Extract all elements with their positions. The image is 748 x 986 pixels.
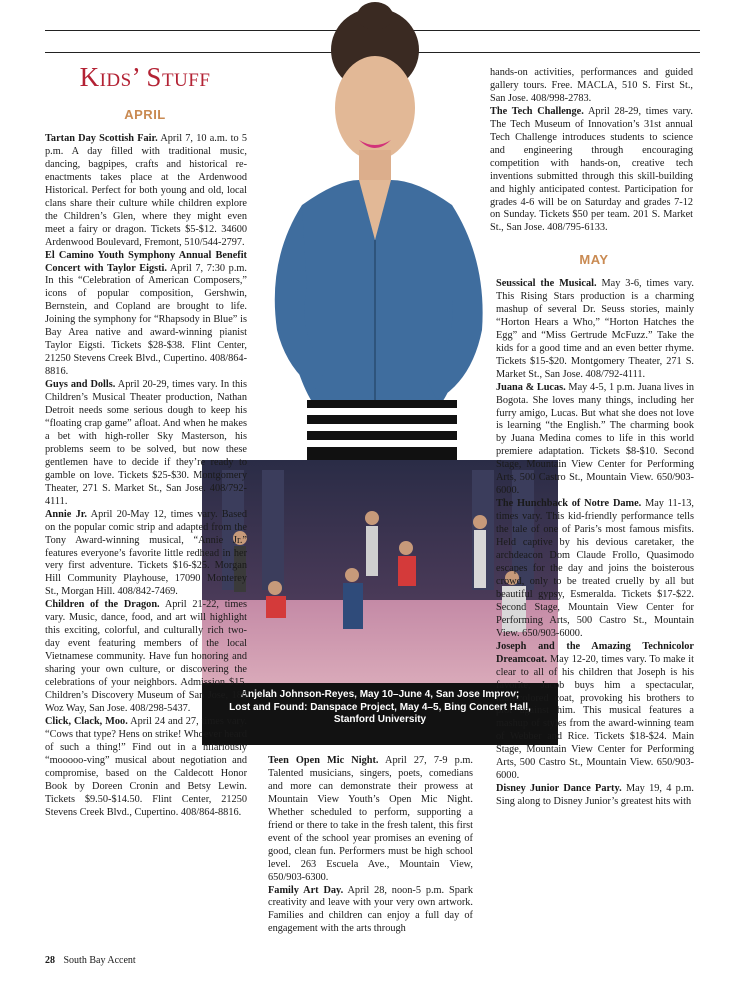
event-title: Guys and Dolls. [45, 379, 116, 391]
event-body: May 11-13, times vary. This kid-friendly performance tells the tale of one of Paris’s most famous misfits. Held captive by his devious caretaker, the archdeacon Dom Claude Frollo, Quasimodo escapes for the day and joins the boisterous crowd, only to be treated cruelly by all but beautiful gypsy, Esmeralda. Tickets $17-$22. Second Stage, Mountain View Center for Performing Arts, 500 Castro St., Mountain View. 650/903-6000. [496, 498, 694, 639]
event-entry [45, 250, 247, 380]
right-top-column [490, 67, 693, 235]
event-body: April 24 and 27, times vary. “Cows that type? Hens on strike! Whoever heard of such a thing!” Find out in a hilariously “mooooo-ving” musical about negotiation and compromise, based on the Caldecott Honor Book by Doreen Cronin and Betsy Lewin. Tickets $9.50-$14.50. Flint Center, 21250 Stevens Creek Blvd., Cupertino. 408/864-8816. [45, 715, 248, 818]
event-entry [496, 498, 694, 640]
event-body: April 7, 7:30 p.m. In this “Celebration of American Composers,” icons of popular composition, Gershwin, Bernstein, and Copland are brought to life. Joining the symphony for “Rhapsody in Blue” is Bay Area native and award-winning pianist Taylor Eigsti. Tickets $28-$38. Flint Center, 21250 Stevens Creek Blvd., Cupertino. 408/864-8816. [45, 262, 247, 378]
event-body: hands-on activities, performances and guided gallery tours. Free. MACLA, 510 S. First St., San Jose. 408/998-2783. [490, 67, 693, 104]
event-title: Juana & Lucas. [496, 381, 566, 393]
month-heading-april: APRIL [124, 107, 166, 122]
event-entry [496, 382, 694, 499]
caption-line-3: Stanford University [333, 714, 427, 725]
event-entry [45, 599, 247, 716]
event-entry [490, 106, 693, 236]
event-body: May 3-6, times vary. This Rising Stars production is a charming mashup of several Dr. Seuss stories, mainly “Horton Hears a Who,” “Horton Hatches the Egg” and “Miss Gertrude McFuzz.” Take the kids for a good time and an even better rhyme. Tickets $15-$20. Montgomery Theater, 271 S. Market St., San Jose. 408/792-4111. [496, 278, 694, 380]
event-title: Family Art Day. [268, 884, 344, 896]
event-body: April 7, 10 a.m. to 5 p.m. A day filled with traditional music, dancing, bagpipes, crafts and historical re-enactments takes place at the Ardenwood Historical. Perfect for both young and old, local clans share their culture while children explore the Children’s Glen, where they might even meet a fairy or dragon. Tickets $5-$12. 34600 Ardenwood Boulevard, Fremont, 510/544-2797. [45, 133, 247, 248]
event-entry [496, 783, 694, 809]
event-title: Tartan Day Scottish Fair. [45, 133, 158, 144]
event-entry [496, 278, 694, 382]
event-title: Annie Jr. [45, 508, 87, 520]
event-title: The Hunchback of Notre Dame. [496, 498, 642, 510]
event-body: April 28, noon-5 p.m. Spark creativity and leave with your very own artwork. Families and children can enjoy a full day of engagement with the arts through [268, 884, 474, 935]
event-title: Click, Clack, Moo. [45, 715, 128, 727]
hero-portrait-photo [247, 0, 497, 460]
page-title: Kids’ Stuff [79, 62, 211, 92]
event-body: May 4-5, 1 p.m. Juana lives in Bogota. She loves many things, including her furry amigo, Lucas. But what she does not love is learning “the English.” The charming book by Juana Medina comes to life in this world premiere adaptation. Tickets $8-$10. Second Stage, Mountain View Center for Performing Arts, 500 Castro St., Mountain View. 650/903-6000. [496, 381, 695, 497]
event-body: April 27, 7-9 p.m. Talented musicians, singers, poets, comedians and more can demonstrate their prowess at Mountain View Youth’s Open Mic Night. Whether scheduled to perform, supporting a friend or there to take in the fresh talent, this first event of the school year promises an evening of good, clean fun. Performers must be high school level. 263 Escuela Ave., Mountain View, 650/903-6300. [268, 755, 473, 883]
event-title: Disney Junior Dance Party. [496, 783, 622, 795]
event-entry [45, 133, 247, 250]
month-heading-may: MAY [579, 252, 609, 267]
striped-skirt [307, 400, 457, 460]
caption-line-2: Lost and Found: Danspace Project, May 4–5, Bing Concert Hall, [229, 701, 531, 713]
event-body: April 28-29, times vary. The Tech Museum of Innovation’s 31st annual Tech Challenge introduces students to science and engineering through encouraging competition with hands-on, creative tech inventions submitted through this skill-building and highly anticipated contest. Participation for grades 4-6 will be on Saturday and grades 7-12 on Sunday. Tickets $50 per team. 201 S. Market St., San Jose. 408/795-6133. [490, 105, 693, 234]
event-body: May 12-20, times vary. To make it clear to all of his children that Joseph is his favorite, Jacob buys him a spectacular, multicolored coat, provoking his brothers to plot against him. This musical features a mashup of styles from the award-winning team of Webber and Rice. Tickets $18-$24. Main Stage, Mountain View Center for Performing Arts, 500 Castro St., Mountain View. 650/903-6000. [496, 653, 695, 782]
event-title: Children of the Dragon. [45, 599, 160, 611]
event-entry [496, 641, 694, 783]
page-number: 28 [45, 955, 55, 966]
event-title: Joseph and the Amazing Technicolor Dreamcoat. [496, 640, 694, 665]
event-entry [45, 509, 247, 600]
event-body: April 21-22, times vary. Music, dance, food, and art will highlight this exciting, colorful, and culturally rich two-day event featuring members of the local Vietnamese community. Have fun honoring and sharing your own culture, or discovering the celebrations of your neighbors. Admission $15. Children’s Discovery Museum of San Jose, 180 Woz Way, San Jose. 408/298-5437. [45, 599, 248, 714]
event-title: Teen Open Mic Night. [268, 755, 379, 766]
left-column [45, 133, 247, 820]
publication-name: South Bay Accent [63, 955, 136, 966]
event-body: April 20-29, times vary. In this Children’s Musical Theater production, Nathan Detroit needs some serious dough to keep his “floating crap game” afloat. And when he makes a bet with high-roller Sky Masterson, his problems seem to be solved, but now these gentlemen have to decide if they’re ready to gamble on love. Tickets $25-$30. Montgomery Theater, 271 S. Market St., San Jose. 408/792-4111. [45, 379, 247, 507]
event-entry [45, 379, 247, 509]
event-entry [268, 885, 473, 937]
event-body: April 20-May 12, times vary. Based on the popular comic strip and adapted from the Tony Award-winning musical, “Annie Jr.” features everyone’s favorite little redhead in her very first adventure. Tickets $16-$25. Morgan Hill Community Playhouse, 17090 Monterey St., Morgan Hill. 408/842-7469. [45, 508, 247, 598]
event-title: Seussical the Musical. [496, 278, 597, 289]
event-entry [268, 755, 473, 885]
event-entry [45, 716, 247, 820]
event-entry [490, 67, 693, 106]
page-footer [45, 955, 345, 966]
event-title: El Camino Youth Symphony Annual Benefit Concert with Taylor Eigsti. [45, 249, 247, 274]
event-body: May 19, 4 p.m. Sing along to Disney Junior’s greatest hits with [496, 783, 694, 808]
caption-line-1: Anjelah Johnson-Reyes, May 10–June 4, San Jose Improv; [240, 689, 520, 700]
middle-bottom-column [268, 755, 473, 936]
right-column [496, 278, 694, 809]
event-title: The Tech Challenge. [490, 105, 584, 117]
